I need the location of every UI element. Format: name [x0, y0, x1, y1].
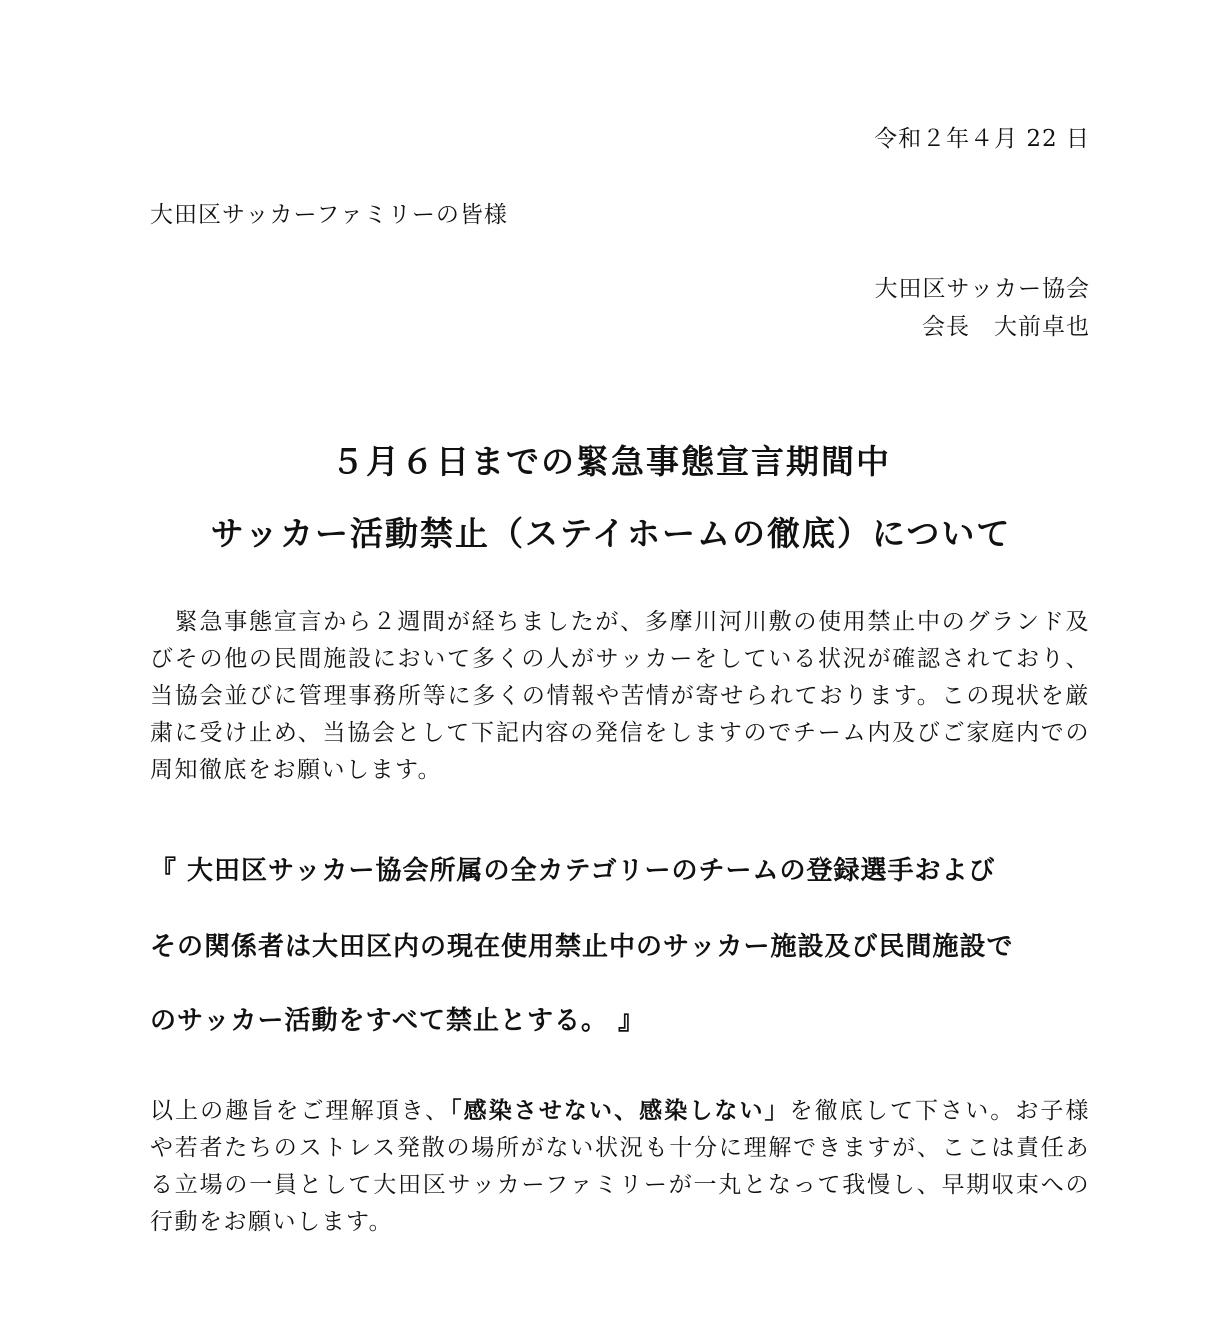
addressee: 大田区サッカーファミリーの皆様 — [150, 202, 508, 228]
declaration-line-2: その関係者は大田区内の現在使用禁止中のサッカー施設及び民間施設で — [150, 932, 1014, 962]
declaration-line-3: のサッカー活動をすべて禁止とする。 』 — [150, 1006, 646, 1036]
sender-organization: 大田区サッカー協会 — [874, 276, 1090, 302]
body-paragraph-2 — [150, 1092, 1090, 1241]
paragraph-2-prefix: 以上の趣旨をご理解頂き、 — [150, 1098, 451, 1124]
declaration-line-1: 『 大田区サッカー協会所属の全カテゴリーのチームの登録選手および — [150, 856, 996, 886]
sender-president: 会長 大前卓也 — [922, 314, 1090, 340]
sender-block — [874, 270, 1090, 346]
paragraph-2-emphasis: 「感染させない、感染しない」 — [450, 1097, 790, 1124]
document-title-line-2: サッカー活動禁止（ステイホームの徹底）について — [210, 514, 1012, 553]
paragraph-2-suffix: を徹底して下さい。お子様や若者たちのストレス発散の場所がない状況も十分に理解できますが、ここは責任ある立場の一員として大田区サッカーファミリーが一丸となって我慢し、早期収束への行動をお願いします。 — [150, 1098, 1091, 1235]
document-title-line-1: ５月６日までの緊急事態宣言期間中 — [331, 442, 891, 481]
body-paragraph-1: 緊急事態宣言から２週間が経ちましたが、多摩川河川敷の使用禁止中のグランド及びその他の民間施設において多くの人がサッカーをしている状況が確認されており、当協会並びに管理事務所等に多くの情報や苦情が寄せられております。この現状を厳粛に受け止め、当協会として下記内容の発信をしますのでチーム内及びご家庭内での周知徹底をお願いします。 — [150, 609, 1090, 783]
document-date: 令和２年４月 22 日 — [874, 126, 1090, 152]
